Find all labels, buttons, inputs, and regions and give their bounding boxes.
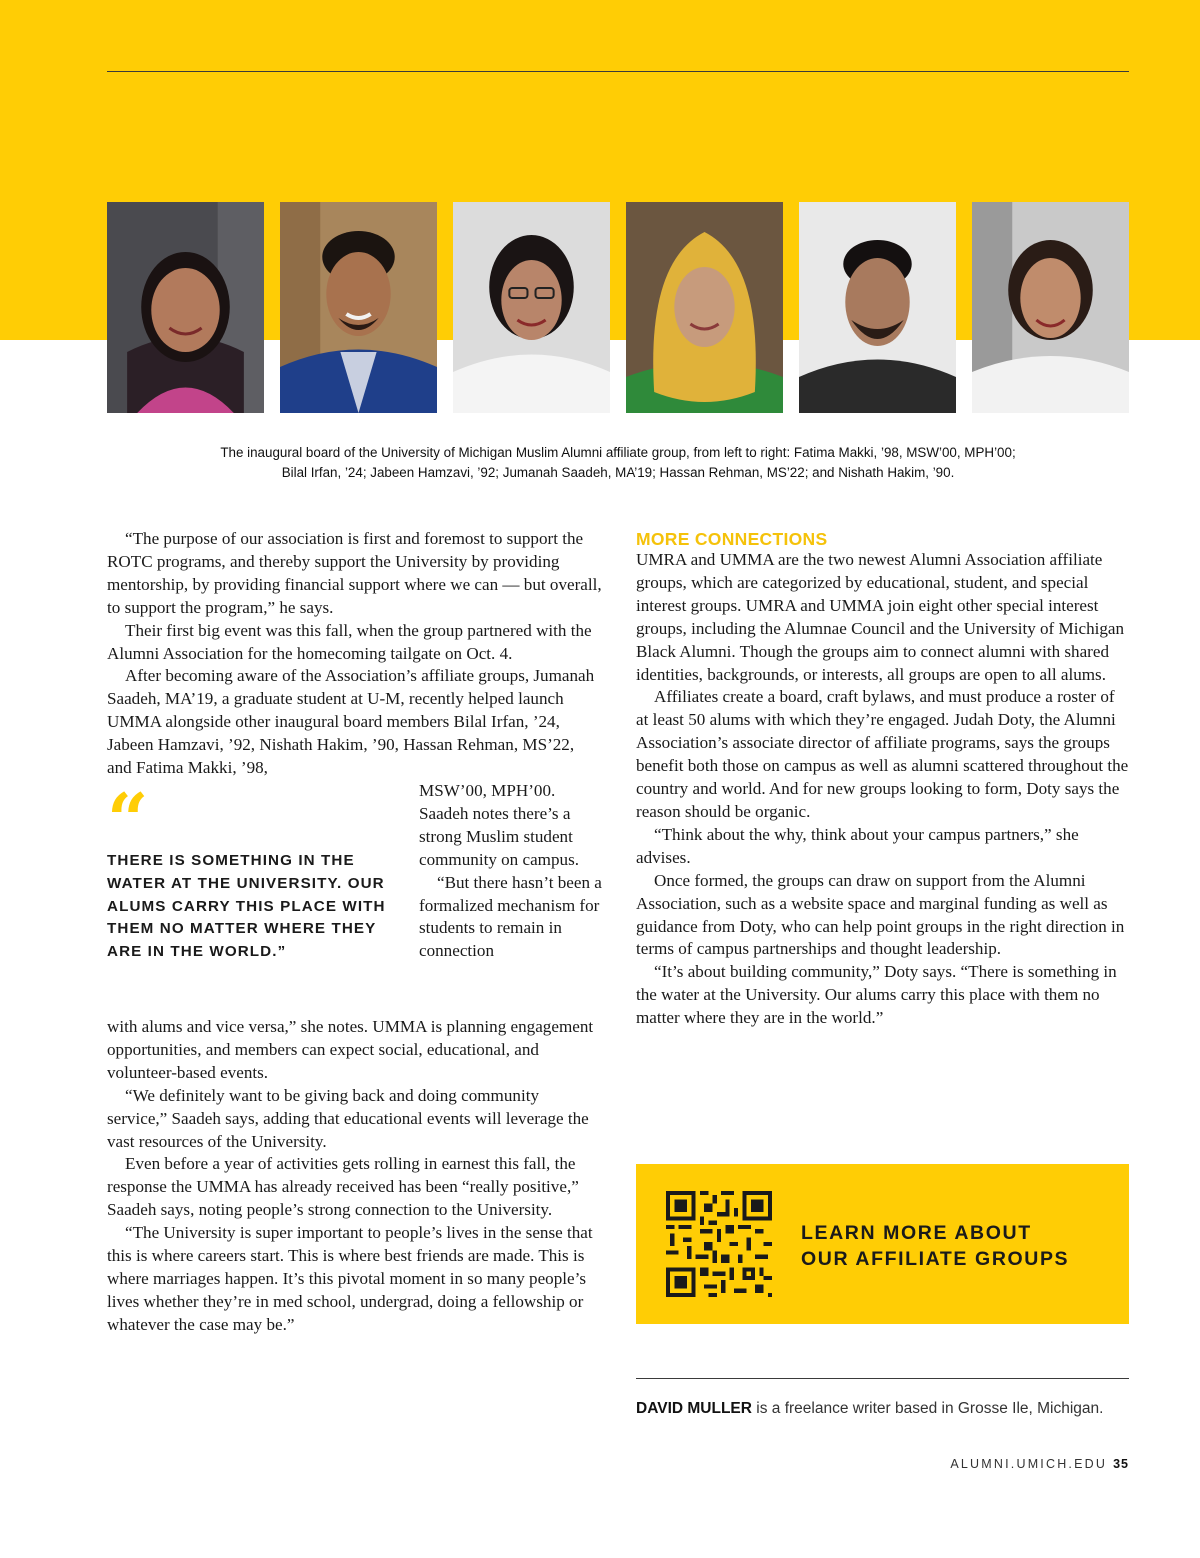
article-left-column bbox=[107, 528, 603, 1337]
page-number: 35 bbox=[1113, 1457, 1129, 1471]
left-paragraph-3: After becoming aware of the Association’s affiliate groups, Jumanah Saadeh, MA’19, a graduate student at U-M, recently helped launch UMMA alongside other inaugural board members Bilal Irfan, ’24, Jabeen Hamzavi, ’92, Nishath Hakim, ’90, Hassan Rehman, MS’22, and Fatima Makki, ’98, bbox=[107, 666, 595, 778]
page-footer bbox=[950, 1457, 1129, 1471]
author-name: DAVID MULLER bbox=[636, 1400, 752, 1417]
author-bio bbox=[636, 1399, 1136, 1419]
left-paragraph-4-start: “But there hasn’t been a formalized mechanism for students to remain in connection bbox=[419, 872, 602, 961]
right-paragraph-5: “It’s about building community,” Doty says. “There is something in the water at the University. Our alums carry this place with them no matter where they are in the world.” bbox=[636, 962, 1117, 1028]
photo-caption bbox=[107, 443, 1129, 483]
right-paragraph-4: Once formed, the groups can draw on support from the Alumni Association, such as a website space and marginal funding as well as guidance from Doty, who can help point groups in the right direction in terms of campus partnerships and thought leadership. bbox=[636, 870, 1125, 959]
portrait-photo-1 bbox=[107, 202, 264, 413]
board-photo-row bbox=[107, 202, 1129, 413]
portrait-photo-5 bbox=[799, 202, 956, 413]
portrait-photo-3 bbox=[453, 202, 610, 413]
cta-line-2: OUR AFFILIATE GROUPS bbox=[801, 1248, 1070, 1270]
portrait-photo-2 bbox=[280, 202, 437, 413]
left-paragraph-5: “We definitely want to be giving back and doing community service,” Saadeh says, adding that educational events will leverage the vast resources of the University. bbox=[107, 1085, 589, 1151]
qr-code-icon[interactable] bbox=[666, 1191, 772, 1297]
left-paragraph-6: Even before a year of activities gets rolling in earnest this fall, the response the UMMA has already received has been “really positive,” Saadeh says, noting people’s strong connection to the University. bbox=[107, 1154, 579, 1220]
pull-quote-wrap bbox=[107, 776, 603, 963]
pull-quote-text: THERE IS SOMETHING IN THE WATER AT THE UNIVERSITY. OUR ALUMS CARRY THIS PLACE WITH THEM NO MATTER WHERE THEY ARE IN THE WORLD.” bbox=[107, 851, 386, 961]
affiliate-groups-cta[interactable] bbox=[636, 1164, 1129, 1324]
cta-label[interactable] bbox=[801, 1220, 1069, 1272]
left-paragraph-1: “The purpose of our association is first and foremost to support the ROTC programs, and thereby support the University by providing mentorship, by providing financial support where we can — but overall, to support the program,” he says. bbox=[107, 529, 602, 617]
footer-site-url: ALUMNI.UMICH.EDU bbox=[950, 1457, 1108, 1471]
right-paragraph-3: “Think about the why, think about your campus partners,” she advises. bbox=[636, 824, 1079, 867]
author-bio-text: is a freelance writer based in Grosse Ile, Michigan. bbox=[751, 1400, 1104, 1417]
right-paragraph-2: Affiliates create a board, craft bylaws, and must produce a roster of at least 50 alums with which they’re engaged. Judah Doty, the Alumni Association’s associate director of affiliate programs, says the groups benefit both those on campus as well as alumni scattered throughout the country and world. And for new groups looking to form, Doty says the reason should be organic. bbox=[636, 687, 1129, 821]
right-paragraph-1: UMRA and UMMA are the two newest Alumni Association affiliate groups, which are categorized by educational, student, and special interest groups. UMRA and UMMA join eight other special interest groups, including the Alumnae Council and the University of Michigan Black Alumni. Though the groups aim to connect alumni with shared identities, backgrounds, or interests, all groups are open to all alums. bbox=[636, 550, 1125, 684]
left-paragraph-3-continued: MSW’00, MPH’00. Saadeh notes there’s a strong Muslim student community on campus. bbox=[419, 780, 579, 869]
cta-line-1: LEARN MORE ABOUT bbox=[801, 1222, 1032, 1244]
left-paragraph-4-end: with alums and vice versa,” she notes. UMMA is planning engagement opportunities, and members can expect social, educational, and volunteer-based events. bbox=[107, 1016, 594, 1082]
portrait-photo-4 bbox=[626, 202, 783, 413]
header-rule bbox=[107, 71, 1129, 72]
portrait-photo-6 bbox=[972, 202, 1129, 413]
quote-mark-icon: “ bbox=[107, 776, 149, 862]
caption-line-1: The inaugural board of the University of Michigan Muslim Alumni affiliate group, from left to right: Fatima Makki, ’98, MSW’00, MPH’00; bbox=[220, 445, 1016, 460]
left-paragraph-7: “The University is super important to people’s lives in the sense that this is where careers start. This is where best friends are made. This is where marriages happen. It’s this pivotal moment in so many people’s lives whether they’re in med school, undergrad, doing a fellowship or whatever the case may be.” bbox=[107, 1223, 593, 1334]
caption-line-2: Bilal Irfan, ’24; Jabeen Hamzavi, ’92; Jumanah Saadeh, MA’19; Hassan Rehman, MS’22; and Nishath Hakim, ’90. bbox=[281, 465, 955, 480]
left-paragraph-2: Their first big event was this fall, when the group partnered with the Alumni Association for the homecoming tailgate on Oct. 4. bbox=[107, 620, 592, 663]
bio-divider bbox=[636, 1378, 1129, 1379]
section-heading: MORE CONNECTIONS bbox=[636, 529, 828, 549]
pull-quote bbox=[107, 776, 407, 1016]
article-right-column bbox=[636, 528, 1130, 1030]
